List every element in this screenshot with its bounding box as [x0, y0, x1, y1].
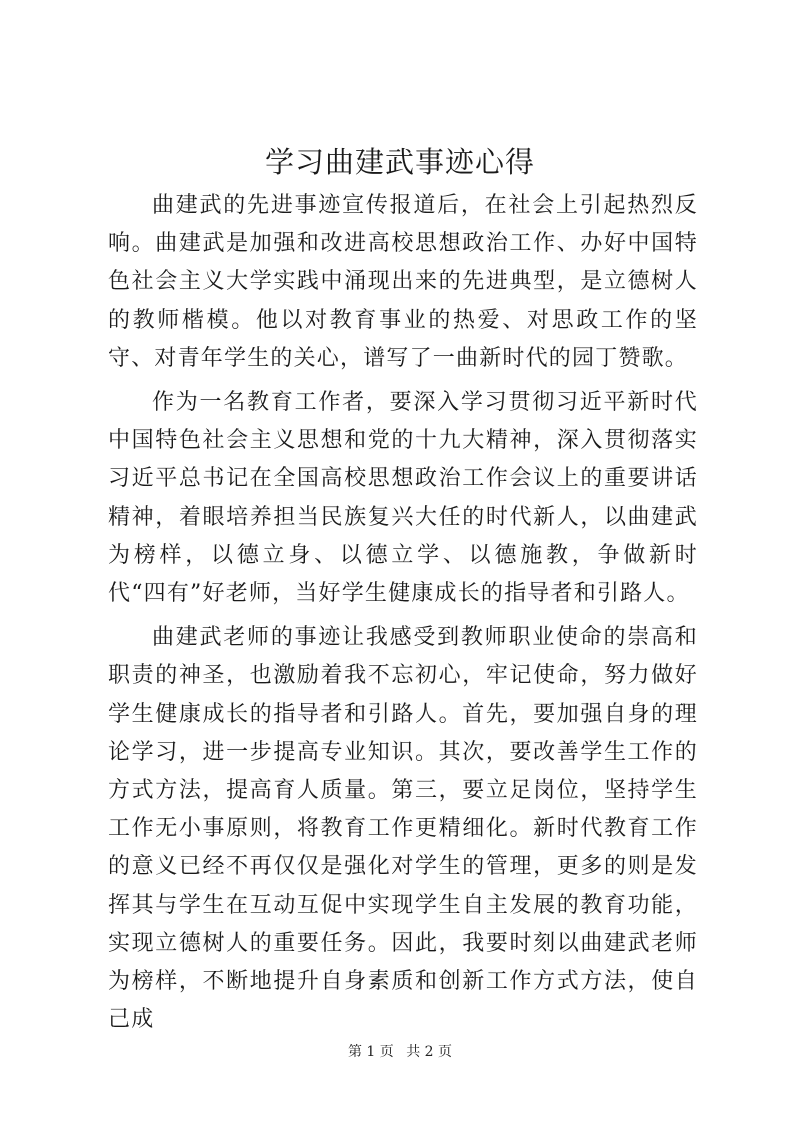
page-number: 第 1 页	[347, 1044, 394, 1060]
paragraph-3: 曲建武老师的事迹让我感受到教师职业使命的崇高和职责的神圣，也激励着我不忘初心，牢记使命，努力做好学生健康成长的指导者和引路人。首先，要加强自身的理论学习，进一步提高专业知识。其次，要改善学生工作的方式方法，提高育人质量。第三，要立足岗位，坚持学生工作无小事原则，将教育工作更精细化。新时代教育工作的意义已经不再仅仅是强化对学生的管理，更多的则是发挥其与学生在互动互促中实现学生自主发展的教育功能，实现立德树人的重要任务。因此，我要时刻以曲建武老师为榜样，不断地提升自身素质和创新工作方式方法，使自己成	[108, 625, 698, 1033]
page-footer	[0, 1042, 800, 1062]
paragraph-2: 作为一名教育工作者，要深入学习贯彻习近平新时代中国特色社会主义思想和党的十九大精神，深入贯彻落实习近平总书记在全国高校思想政治工作会议上的重要讲话精神，着眼培养担当民族复兴大任的时代新人，以曲建武为榜样，以德立身、以德立学、以德施教，争做新时代“四有”好老师，当好学生健康成长的指导者和引路人。	[108, 390, 698, 607]
document-body	[108, 187, 698, 1039]
total-pages: 共 2 页	[406, 1044, 453, 1060]
document-title: 学习曲建武事迹心得	[264, 145, 535, 179]
paragraph-1: 曲建武的先进事迹宣传报道后，在社会上引起热烈反响。曲建武是加强和改进高校思想政治工作、办好中国特色社会主义大学实践中涌现出来的先进典型，是立德树人的教师楷模。他以对教育事业的热爱、对思政工作的坚守、对青年学生的关心，谱写了一曲新时代的园丁赞歌。	[108, 193, 698, 371]
